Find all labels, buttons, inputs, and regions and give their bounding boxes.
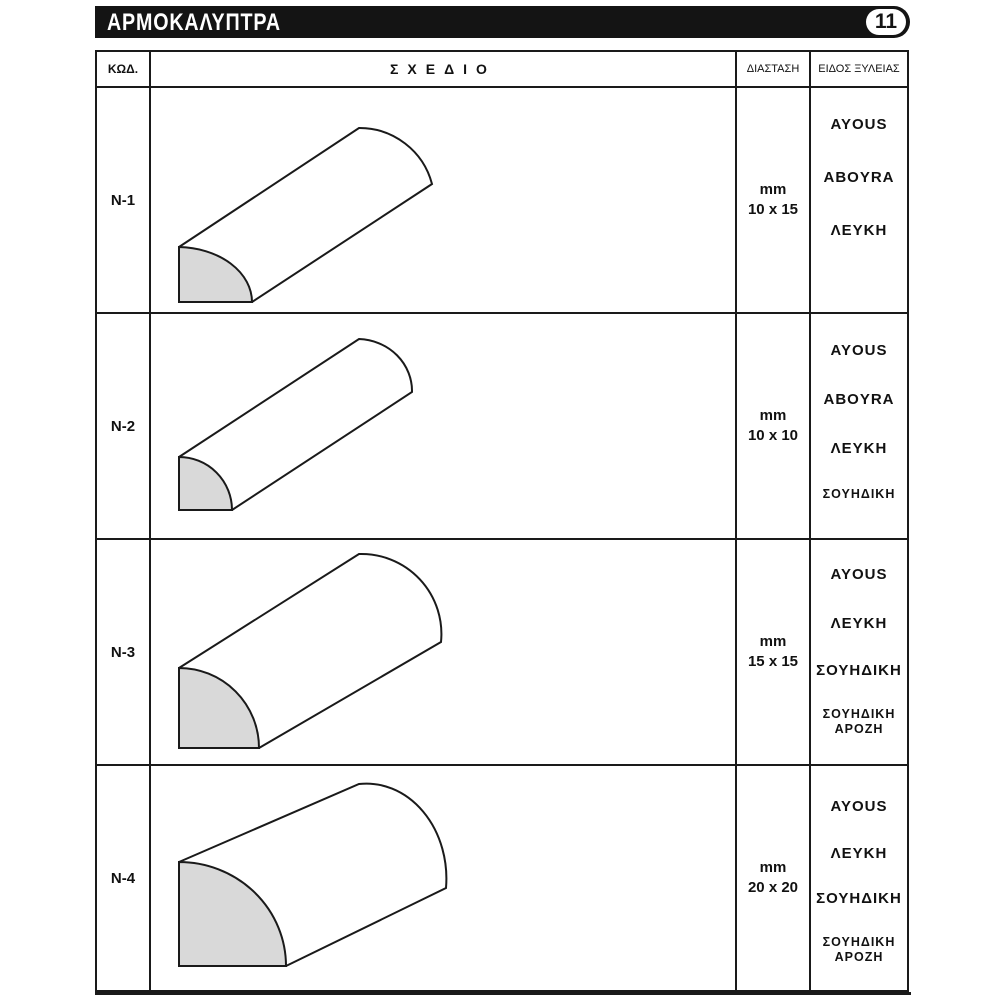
quarter-round-profile-drawing — [151, 540, 735, 764]
dimension-cell — [736, 765, 810, 991]
wood-type: ΛΕΥΚΗ — [830, 440, 888, 457]
dimension-cell — [736, 313, 810, 539]
wood-types-cell — [810, 539, 908, 765]
profile-cross-section — [179, 457, 232, 510]
wood-type: AYOUS — [830, 566, 888, 583]
wood-types-cell — [810, 765, 908, 991]
column-header-code: ΚΩΔ. — [96, 51, 150, 87]
wood-type: ABOYRA — [823, 169, 895, 186]
wood-type-line: ΣΟΥΗΔΙΚΗ — [822, 707, 896, 721]
wood-type-line: ΑΡΟΖΗ — [834, 950, 884, 964]
dimension-unit: mm — [759, 859, 787, 876]
page-title: ΑΡΜΟΚΑΛΥΠΤΡΑ — [107, 9, 281, 36]
dimension-size: 10 x 10 — [747, 427, 799, 444]
table-row — [96, 87, 908, 313]
dimension-cell — [736, 87, 810, 313]
dimension-size: 15 x 15 — [747, 653, 799, 670]
dimension-unit: mm — [759, 407, 787, 424]
wood-type-multiline — [811, 707, 907, 737]
dimension-unit: mm — [759, 633, 787, 650]
product-drawing — [150, 539, 736, 765]
wood-type: ABOYRA — [823, 391, 895, 408]
wood-type-multiline — [811, 935, 907, 965]
wood-types-cell — [810, 313, 908, 539]
page-number-badge: 11 — [866, 9, 906, 35]
product-drawing — [150, 313, 736, 539]
column-header-wood-type: ΕΙΔΟΣ ΞΥΛΕΙΑΣ — [810, 51, 908, 87]
dimension-unit: mm — [759, 181, 787, 198]
quarter-round-profile-drawing — [151, 766, 735, 990]
table-header-row — [96, 51, 908, 87]
profile-cross-section — [179, 247, 252, 302]
wood-types-cell — [810, 87, 908, 313]
wood-type: ΣΟΥΗΔΙΚΗ — [816, 890, 902, 907]
product-code: Ν-4 — [96, 765, 150, 991]
dimension-size: 10 x 15 — [747, 201, 799, 218]
quarter-round-profile-drawing — [151, 314, 735, 538]
wood-type-line: ΑΡΟΖΗ — [834, 722, 884, 736]
wood-type: ΣΟΥΗΔΙΚΗ — [816, 662, 902, 679]
product-code: Ν-3 — [96, 539, 150, 765]
column-header-design: ΣΧΕΔΙΟ — [150, 51, 736, 87]
product-code: Ν-2 — [96, 313, 150, 539]
dimension-cell — [736, 539, 810, 765]
wood-type-line: ΣΟΥΗΔΙΚΗ — [822, 935, 896, 949]
profile-cross-section — [179, 668, 259, 748]
wood-type: AYOUS — [830, 342, 888, 359]
wood-type: ΛΕΥΚΗ — [830, 845, 888, 862]
product-drawing — [150, 765, 736, 991]
wood-type: ΣΟΥΗΔΙΚΗ — [822, 487, 896, 501]
profile-cross-section — [179, 862, 286, 966]
column-header-dimension: ΔΙΑΣΤΑΣΗ — [736, 51, 810, 87]
title-bar — [95, 6, 910, 38]
bottom-divider — [95, 992, 911, 995]
table-row — [96, 765, 908, 991]
wood-type: ΛΕΥΚΗ — [830, 615, 888, 632]
dimension-size: 20 x 20 — [747, 879, 799, 896]
wood-type: AYOUS — [830, 116, 888, 133]
wood-type: ΛΕΥΚΗ — [830, 222, 888, 239]
table-row — [96, 539, 908, 765]
product-table — [95, 50, 909, 992]
product-drawing — [150, 87, 736, 313]
table-row — [96, 313, 908, 539]
wood-type: AYOUS — [830, 798, 888, 815]
product-code: Ν-1 — [96, 87, 150, 313]
quarter-round-profile-drawing — [151, 88, 735, 312]
